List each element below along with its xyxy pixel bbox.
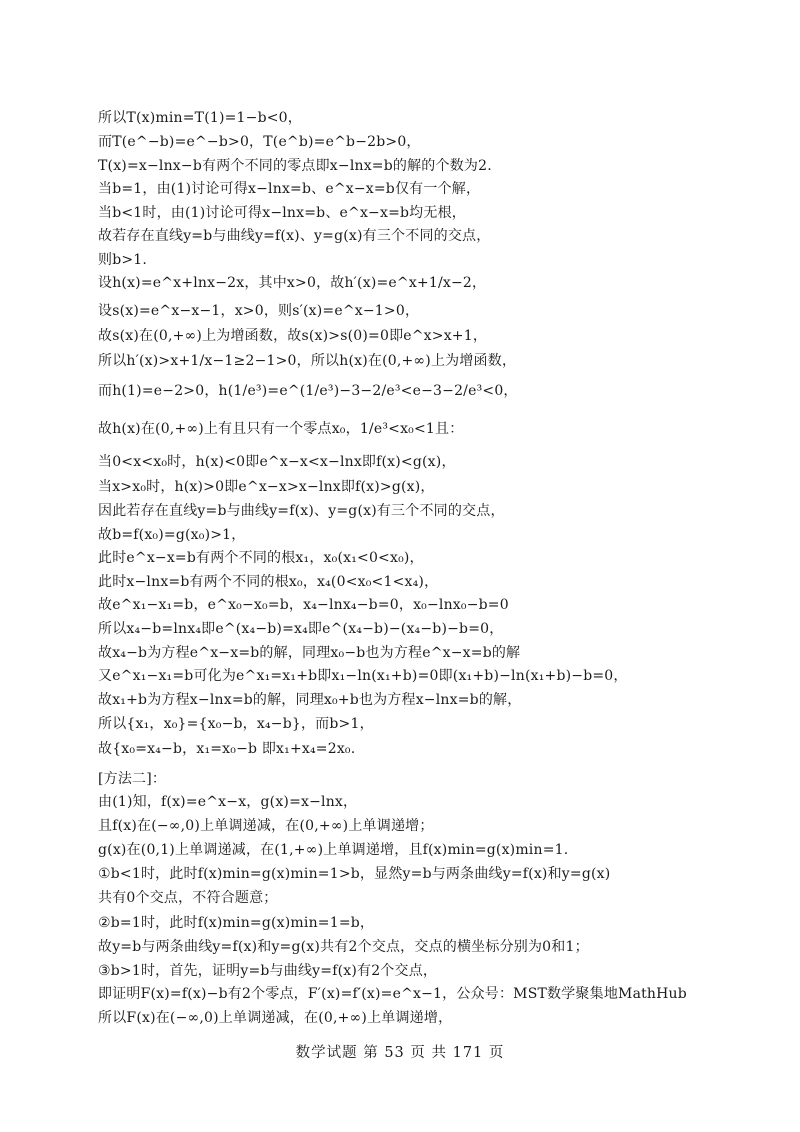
- text-line: ③b>1时，首先，证明y=b与曲线y=f(x)有2个交点，: [98, 963, 438, 979]
- text-line: 所以h′(x)>x+1/x−1≥2−1>0，所以h(x)在(0,+∞)上为增函数，: [98, 353, 517, 369]
- text-line: 当x>x₀时，h(x)>0即e^x−x>x−lnx即f(x)>g(x)，: [98, 479, 435, 495]
- text-line: 当b<1时，由(1)讨论可得x−lnx=b、e^x−x=b均无根，: [98, 205, 466, 221]
- text-line: 且f(x)在(−∞,0)上单调递减，在(0,+∞)上单调递增；: [98, 818, 434, 834]
- text-line: 故e^x₁−x₁=b，e^x₀−x₀=b，x₄−lnx₄−b=0，x₀−lnx₀−b=0: [98, 597, 509, 613]
- text-line: 所以x₄−b=lnx₄即e^(x₄−b)=x₄即e^(x₄−b)−(x₄−b)−b=0，: [98, 621, 504, 637]
- text-line: 设h(x)=e^x+lnx−2x，其中x>0，故h′(x)=e^x+1/x−2，: [98, 275, 487, 291]
- text-line: 又e^x₁−x₁=b可化为e^x₁=x₁+b即x₁−ln(x₁+b)=0即(x₁+b)−ln(x₁+b)−b=0，: [98, 668, 628, 684]
- text-line: 而h(1)=e−2>0，h(1/e³)=e^(1/e³)−3−2/e³<e−3−2/e³<0，: [98, 383, 518, 399]
- text-line: 故{x₀=x₄−b，x₁=x₀−b 即x₁+x₄=2x₀.: [98, 741, 356, 757]
- text-line: T(x)=x−lnx−b有两个不同的零点即x−lnx=b的解的个数为2.: [98, 158, 492, 174]
- text-line: 故h(x)在(0,+∞)上有且只有一个零点x₀，1/e³<x₀<1且：: [98, 421, 464, 437]
- text-line: 而T(e^−b)=e^−b>0，T(e^b)=e^b−2b>0，: [98, 134, 421, 150]
- text-line: 此时e^x−x=b有两个不同的根x₁，x₀(x₁<0<x₀)，: [98, 550, 424, 566]
- page-footer: 数学试题 第 53 页 共 171 页: [295, 1045, 505, 1061]
- text-line: 此时x−lnx=b有两个不同的根x₀，x₄(0<x₀<1<x₄)，: [98, 574, 439, 590]
- text-line: 故x₄−b为方程e^x−x=b的解，同理x₀−b也为方程e^x−x=b的解: [98, 645, 521, 661]
- text-line: 当b=1，由(1)讨论可得x−lnx=b、e^x−x=b仅有一个解，: [98, 181, 481, 197]
- text-line: 由(1)知，f(x)=e^x−x，g(x)=x−lnx，: [98, 794, 358, 810]
- text-line: 因此若存在直线y=b与曲线y=f(x)、y=g(x)有三个不同的交点，: [98, 503, 505, 519]
- text-line: 则b>1.: [98, 252, 148, 268]
- text-line: g(x)在(0,1)上单调递减，在(1,+∞)上单调递增，且f(x)min=g(x)min=1.: [98, 842, 569, 858]
- text-line: [方法二]：: [98, 771, 167, 787]
- text-line: 故y=b与两条曲线y=f(x)和y=g(x)共有2个交点，交点的横坐标分别为0和1；: [98, 939, 589, 955]
- text-line: 故x₁+b为方程x−lnx=b的解，同理x₀+b也为方程x−lnx=b的解，: [98, 692, 522, 708]
- text-line: 设s(x)=e^x−x−1，x>0，则s′(x)=e^x−1>0，: [98, 303, 420, 319]
- text-line: 所以{x₁，x₀}={x₀−b，x₄−b}，而b>1，: [98, 716, 374, 732]
- text-line: 即证明F(x)=f(x)−b有2个零点，F′(x)=f′(x)=e^x−1，公众号：MST数学聚集地MathHub: [98, 986, 687, 1002]
- text-line: 共有0个交点，不符合题意；: [98, 890, 278, 906]
- text-line: 所以F(x)在(−∞,0)上单调递减，在(0,+∞)上单调递增，: [98, 1010, 453, 1026]
- text-line: 故s(x)在(0,+∞)上为增函数，故s(x)>s(0)=0即e^x>x+1，: [98, 328, 488, 344]
- text-line: 所以T(x)min=T(1)=1−b<0，: [98, 110, 302, 126]
- text-line: ①b<1时，此时f(x)min=g(x)min=1>b，显然y=b与两条曲线y=f(x)和y=g(x): [98, 866, 611, 882]
- text-line: ②b=1时，此时f(x)min=g(x)min=1=b，: [98, 915, 375, 931]
- text-line: 故b=f(x₀)=g(x₀)>1，: [98, 527, 246, 543]
- text-line: 当0<x<x₀时，h(x)<0即e^x−x<x−lnx即f(x)<g(x)，: [98, 454, 456, 470]
- text-line: 故若存在直线y=b与曲线y=f(x)、y=g(x)有三个不同的交点，: [98, 228, 491, 244]
